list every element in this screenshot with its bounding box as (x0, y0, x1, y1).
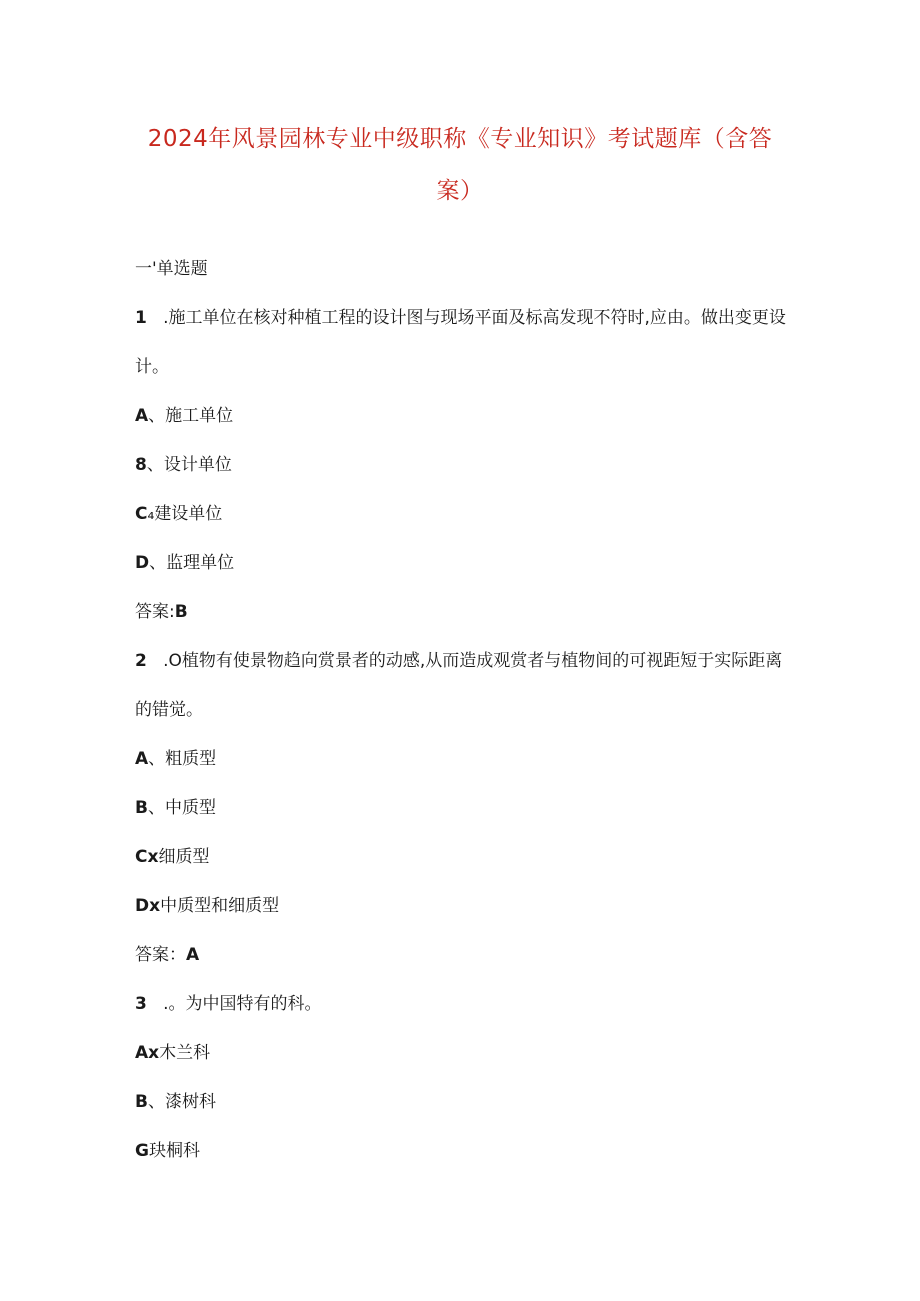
question-1-line1 (135, 306, 786, 330)
option-text: 中质型和细质型 (160, 896, 280, 916)
question-number: 2 (135, 651, 147, 671)
option-key: C (135, 504, 148, 524)
document-title-line2: 案） (436, 178, 484, 204)
answer-label: 答案: (135, 602, 175, 622)
question-2-line1 (135, 649, 782, 673)
question-1-option-d (135, 551, 234, 575)
question-text: .施工单位在核对种植工程的设计图与现场平面及标高发现不符时,应由。做出变更设 (163, 308, 786, 328)
question-text: .。为中国特有的科。 (163, 994, 322, 1014)
option-separator: 、 (148, 406, 166, 426)
option-key: A (135, 749, 149, 769)
answer-value: A (186, 945, 200, 965)
option-text: 中质型 (164, 798, 216, 818)
option-text: 监理单位 (166, 553, 235, 573)
option-key: Cx (135, 847, 159, 867)
question-1-option-a (135, 404, 233, 428)
option-text: 设计单位 (163, 455, 232, 475)
option-separator: 、 (148, 749, 166, 769)
question-2-option-b (135, 796, 216, 820)
option-key: G (135, 1141, 149, 1161)
answer-label: 答案： (135, 945, 186, 965)
option-separator: 、 (146, 455, 164, 475)
option-text: 玦桐科 (148, 1141, 200, 1161)
option-text: 施工单位 (165, 406, 234, 426)
question-2-option-d (135, 894, 279, 918)
question-1-option-b (135, 453, 232, 477)
question-text: .O植物有使景物趋向赏景者的动感,从而造成观赏者与植物间的可视距短于实际距离 (163, 651, 783, 671)
option-key: D (135, 553, 150, 573)
question-1-line2: 计。 (135, 357, 169, 377)
option-text: 建设单位 (154, 504, 223, 524)
question-3-option-a (135, 1041, 210, 1065)
option-key: A (135, 406, 149, 426)
question-2-option-a (135, 747, 216, 771)
question-2-option-c (135, 845, 209, 869)
option-key: B (135, 1092, 148, 1112)
section-heading: 一'单选题 (135, 259, 208, 279)
option-key: Dx (135, 896, 161, 916)
question-1-answer (135, 600, 188, 624)
document-title-line1: 2024年风景园林专业中级职称《专业知识》考试题库（含答 (147, 126, 773, 152)
option-key: Ax (135, 1043, 160, 1063)
option-text: 木兰科 (159, 1043, 211, 1063)
question-3-line1 (135, 992, 321, 1016)
option-separator: 、 (149, 553, 167, 573)
option-text: 细质型 (158, 847, 210, 867)
option-key: B (135, 798, 148, 818)
question-number: 1 (135, 308, 147, 328)
question-number: 3 (135, 994, 147, 1014)
answer-value: B (174, 602, 188, 622)
option-key: 8 (135, 455, 147, 475)
question-2-answer (135, 943, 199, 967)
question-3-option-b (135, 1090, 216, 1114)
question-2-line2: 的错觉。 (135, 700, 203, 720)
option-text: 粗质型 (165, 749, 217, 769)
option-text: 漆树科 (164, 1092, 216, 1112)
option-separator: 、 (147, 1092, 165, 1112)
option-separator: 、 (147, 798, 165, 818)
question-1-option-c (135, 502, 222, 526)
question-3-option-c (135, 1139, 200, 1163)
option-separator: ₄ (147, 504, 155, 524)
